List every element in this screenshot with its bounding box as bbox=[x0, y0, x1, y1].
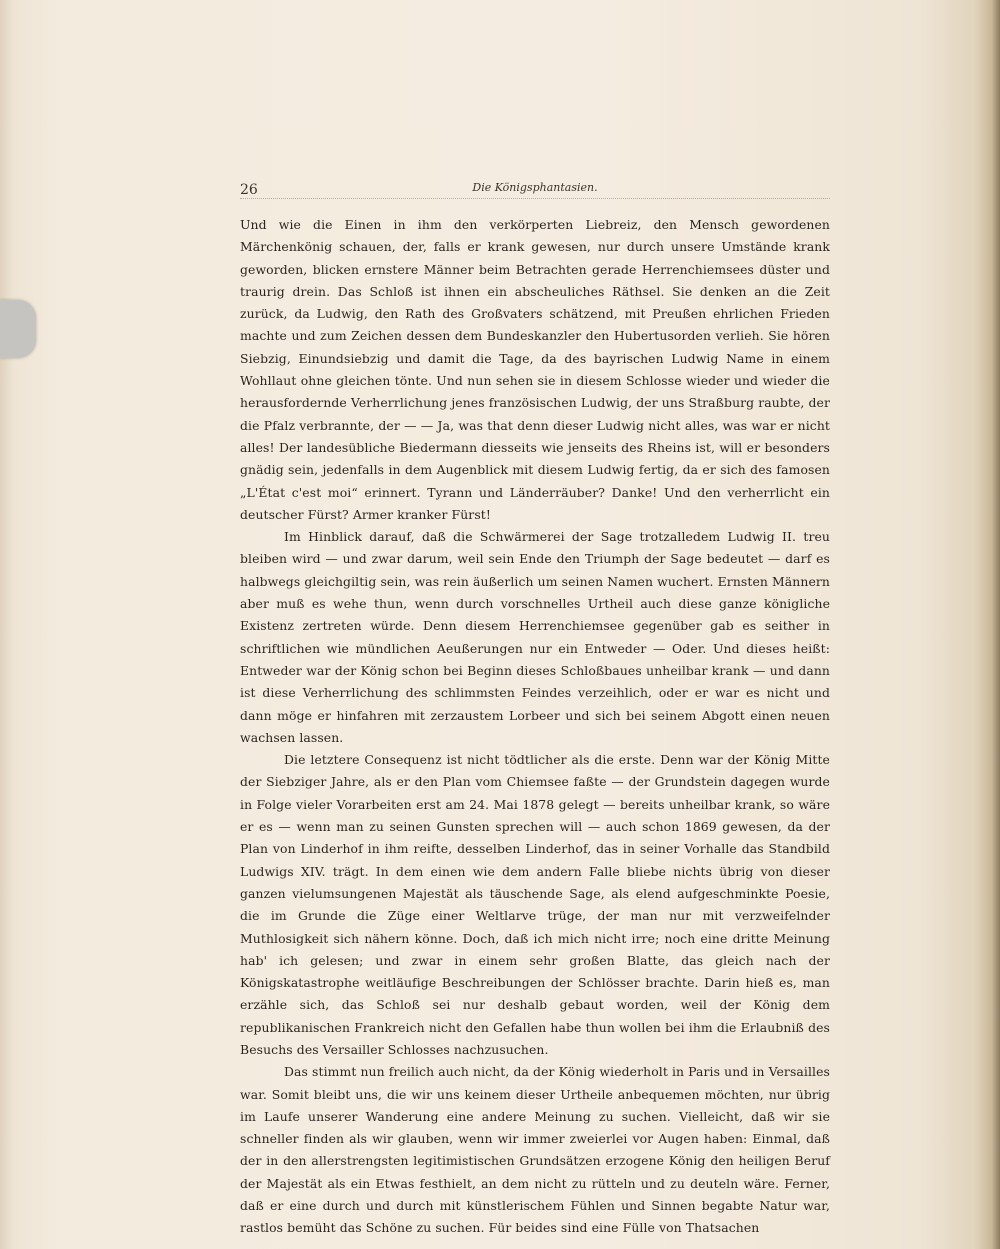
running-title: Die Königsphantasien. bbox=[472, 181, 598, 194]
paragraph: Und wie die Einen in ihm den verkörperten Liebreiz, den Mensch gewordenen Märchenkönig schauen, der, falls er krank gewesen, nur durch unsere Umstände krank geworden, blicken ernstere Männer beim Betrachten gerade Herrenchiemsees düster und traurig drein. Das Schloß ist ihnen ein abscheuliches Räthsel. Sie denken an die Zeit zurück, da Ludwig, den Rath des Großvaters schätzend, mit Preußen ehrlichen Frieden machte und zum Zeichen dessen dem Bundeskanzler den Hubertusorden verlieh. Sie hören Siebzig, Einundsiebzig und damit die Tage, da des bayrischen Ludwig Name in einem Wohllaut ohne gleichen tönte. Und nun sehen sie in diesem Schlosse wieder und wieder die herausfordernde Verherrlichung jenes französischen Ludwig, der uns Straßburg raubte, der die Pfalz verbrannte, der — — Ja, was that denn dieser Ludwig nicht alles, was war er nicht alles! Der landesübliche Biedermann diesseits wie jenseits des Rheins ist, will er besonders gnädig sein, jedenfalls in dem Augenblick mit diesem Ludwig fertig, da er sich des famosen „L'État c'est moi“ erinnert. Tyrann und Länderräuber? Danke! Und den verherrlicht ein deutscher Fürst? Armer kranker Fürst! bbox=[240, 217, 830, 522]
paragraph: Die letztere Consequenz ist nicht tödtlicher als die erste. Denn war der König Mitte der Siebziger Jahre, als er den Plan vom Chiemsee faßte — der Grundstein dagegen wurde in Folge vieler Vorarbeiten erst am 24. Mai 1878 gelegt — bereits unheilbar krank, so wäre er es — wenn man zu seinen Gunsten sprechen will — auch schon 1869 gewesen, da der Plan von Linderhof in ihm reifte, desselben Linderhof, das in seiner Vorhalle das Standbild Ludwigs XIV. trägt. In dem einen wie dem andern Falle bliebe nichts übrig von dieser ganzen vielumsungenen Majestät als täuschende Sage, als elend aufgeschminkte Poesie, die im Grunde die Züge einer Weltlarve trüge, der man nur mit verzweifelnder Muthlosigkeit sich nähern könne. Doch, daß ich mich nicht irre; noch eine dritte Meinung hab' ich gelesen; und zwar in einem sehr großen Blatte, das gleich nach der Königskatastrophe weitläufige Beschreibungen der Schlösser brachte. Darin hieß es, man erzähle sich, das Schloß sei nur deshalb gebaut worden, weil der König dem republikanischen Frankreich nicht den Gefallen habe thun wollen bei ihm die Erlaubniß des Besuchs des Versailler Schlosses nachzusuchen. bbox=[240, 752, 830, 1057]
paragraph: Im Hinblick darauf, daß die Schwärmerei der Sage trotzalledem Ludwig II. treu bleiben wird — und zwar darum, weil sein Ende den Triumph der Sage bedeutet — darf es halbwegs gleichgiltig sein, was rein äußerlich um seinen Namen wuchert. Ernsten Männern aber muß es wehe thun, wenn durch vorschnelles Urtheil auch diese ganze königliche Existenz zertreten würde. Denn diesem Herrenchiemsee gegenüber gab es seither in schriftlichen wie mündlichen Aeußerungen nur ein Entweder — Oder. Und dieses heißt: Entweder war der König schon bei Beginn dieses Schloßbaues unheilbar krank — und dann ist diese Verherrlichung des schlimmsten Feindes verzeihlich, oder er war es nicht und dann möge er hinfahren mit zerzaustem Lorbeer und sich bei seinem Abgott einen neuen wachsen lassen. bbox=[240, 529, 830, 745]
paragraph: Das stimmt nun freilich auch nicht, da der König wiederholt in Paris und in Versailles war. Somit bleibt uns, die wir uns keinem dieser Urtheile anbequemen möchten, nur übrig im Laufe unserer Wanderung eine andere Meinung zu suchen. Vielleicht, daß wir sie schneller finden als wir glauben, wenn wir immer zweierlei vor Augen haben: Einmal, daß der in den allerstrengsten legitimistischen Grundsätzen erzogene König den heiligen Beruf der Majestät als ein Etwas festhielt, an dem nicht zu rütteln und zu deuteln wäre. Ferner, daß er eine durch und durch mit künstlerischem Fühlen und Sinnen begabte Natur war, rastlos bemüht das Schöne zu suchen. Für beides sind eine Fülle von Thatsachen bbox=[240, 1064, 830, 1236]
body-text bbox=[240, 214, 830, 1240]
page-number: 26 bbox=[240, 182, 258, 198]
bookmark-tab bbox=[0, 300, 36, 358]
page-edge-shadow bbox=[972, 0, 1000, 1249]
page-gutter-shadow bbox=[0, 0, 14, 1249]
page-header bbox=[240, 180, 830, 199]
